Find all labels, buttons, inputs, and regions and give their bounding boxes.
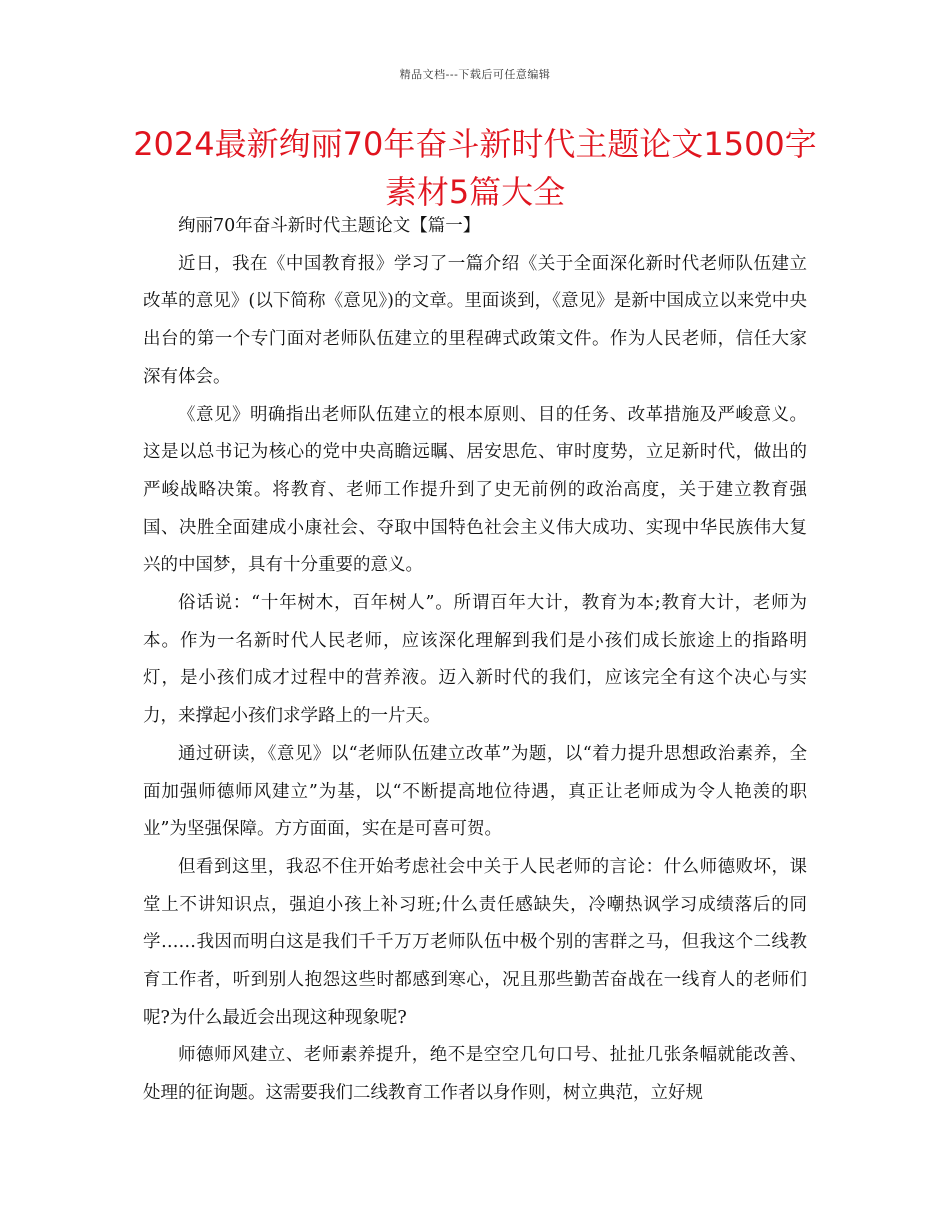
document-title: 2024最新绚丽70年奋斗新时代主题论文1500字素材5篇大全 — [133, 125, 817, 211]
paragraph: 《意见》明确指出老师队伍建立的根本原则、目的任务、改革措施及严峻意义。这是以总书记为核心的党中央高瞻远瞩、居安思危、审时度势，立足新时代，做出的严峻战略决策。将教育、老师工作提升到了史无前例的政治高度，关于建立教育强国、决胜全面建成小康社会、夺取中国特色社会主义伟大成功、实现中华民族伟大复兴的中国梦，具有十分重要的意义。 — [143, 404, 807, 576]
paragraph: 师德师风建立、老师素养提升，绝不是空空几句口号、扯扯几张条幅就能改善、处理的征询题。这需要我们二线教育工作者以身作则，树立典范，立好规 — [143, 1045, 807, 1104]
paragraph: 俗话说：“十年树木，百年树人”。所谓百年大计，教育为本;教育大计，老师为本。作为一名新时代人民老师，应该深化理解到我们是小孩们成长旅途上的指路明灯，是小孩们成才过程中的营养液。迈入新时代的我们，应该完全有这个决心与实力，来撑起小孩们求学路上的一片天。 — [143, 593, 807, 727]
header-note: 精品文档---下载后可任意编辑 — [399, 68, 551, 81]
section-heading: 绚丽70年奋斗新时代主题论文【篇一】 — [178, 216, 481, 236]
paragraph: 但看到这里，我忍不住开始考虑社会中关于人民老师的言论：什么师德败坏，课堂上不讲知识点，强迫小孩上补习班;什么责任感缺失，冷嘲热讽学习成绩落后的同学……我因而明白这是我们千千万万老师队伍中极个别的害群之马，但我这个二线教育工作者，听到别人抱怨这些时都感到寒心，况且那些勤苦奋战在一线育人的老师们呢?为什么最近会出现这种现象呢? — [143, 856, 807, 1028]
paragraph: 通过研读，《意见》以“老师队伍建立改革”为题，以“着力提升思想政治素养，全面加强师德师风建立”为基，以“不断提高地位待遇，真正让老师成为令人艳羡的职业”为坚强保障。方方面面，实在是可喜可贺。 — [143, 743, 807, 840]
paragraph: 近日，我在《中国教育报》学习了一篇介绍《关于全面深化新时代老师队伍建立改革的意见》(以下简称《意见》)的文章。里面谈到，《意见》是新中国成立以来党中央出台的第一个专门面对老师队伍建立的里程碑式政策文件。作为人民老师，信任大家深有体会。 — [143, 253, 807, 387]
document-body — [143, 208, 807, 1113]
